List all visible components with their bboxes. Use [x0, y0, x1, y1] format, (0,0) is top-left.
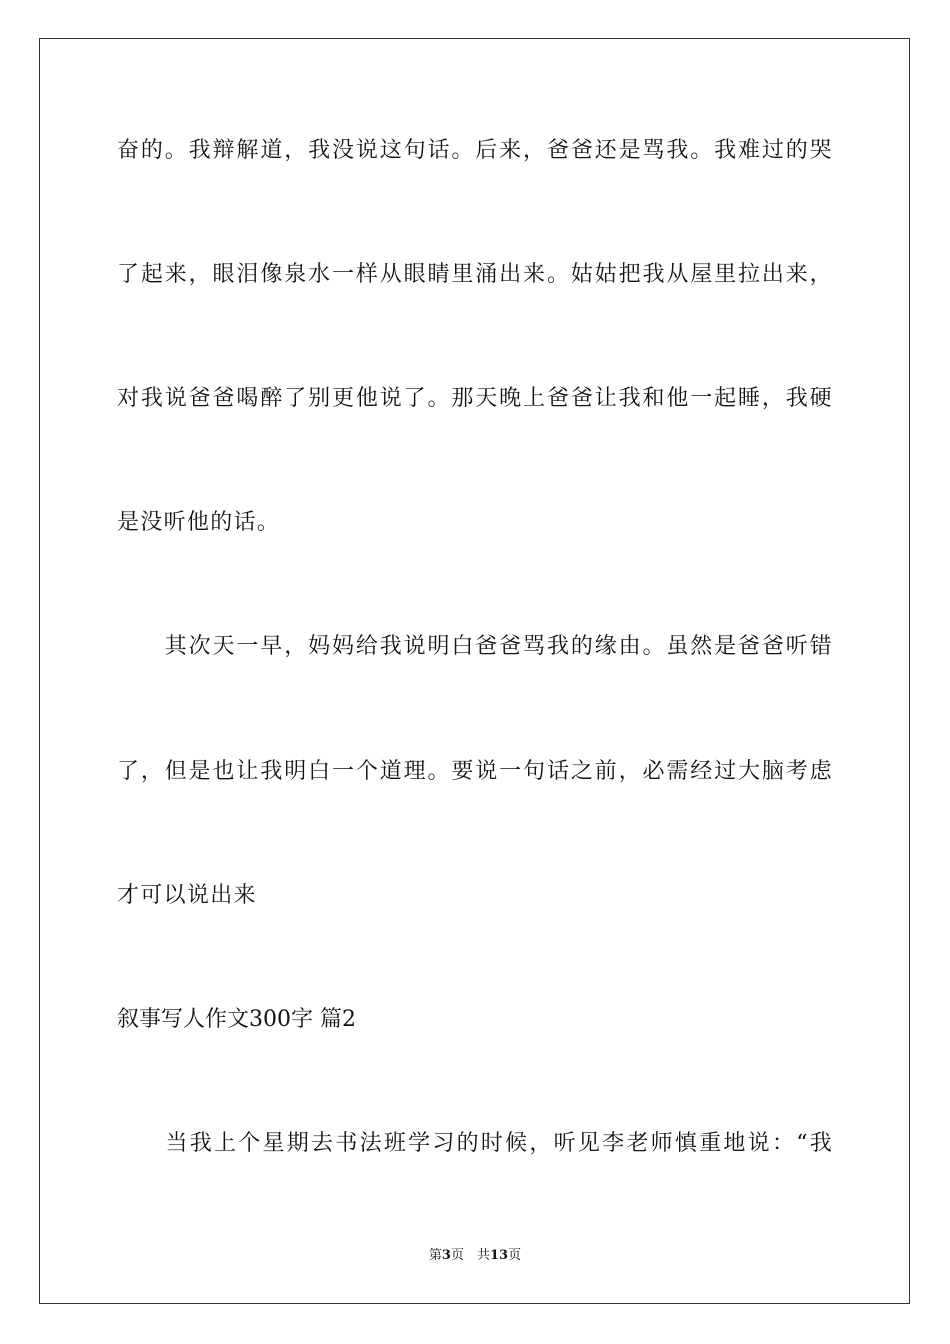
- body-line-5: 其次天一早，妈妈给我说明白爸爸骂我的缘由。虽然是爸爸听错: [117, 634, 833, 659]
- page-footer: [0, 1247, 950, 1265]
- body-line-6: 了，但是也让我明白一个道理。要说一句话之前，必需经过大脑考虑: [117, 759, 833, 784]
- footer-mid: 页 共: [450, 1248, 490, 1263]
- footer-page-number: 3: [441, 1248, 451, 1263]
- footer-total-pages: 13: [489, 1248, 509, 1263]
- body-line-8: 当我上个星期去书法班学习的时候，听见李老师慎重地说：“我: [117, 1131, 833, 1156]
- footer-prefix: 第: [428, 1248, 442, 1263]
- body-line-1: 奋的。我辩解道，我没说这句话。后来，爸爸还是骂我。我难过的哭: [117, 138, 833, 163]
- body-line-3: 对我说爸爸喝醉了别更他说了。那天晚上爸爸让我和他一起睡，我硬: [117, 386, 833, 411]
- footer-suffix: 页: [508, 1248, 522, 1263]
- section-heading: 叙事写人作文300字 篇2: [117, 1007, 356, 1032]
- body-line-7: 才可以说出来: [117, 883, 257, 908]
- page-border: [39, 38, 910, 1304]
- body-line-2: 了起来，眼泪像泉水一样从眼睛里涌出来。姑姑把我从屋里拉出来，: [117, 262, 833, 287]
- body-line-4: 是没听他的话。: [117, 510, 281, 535]
